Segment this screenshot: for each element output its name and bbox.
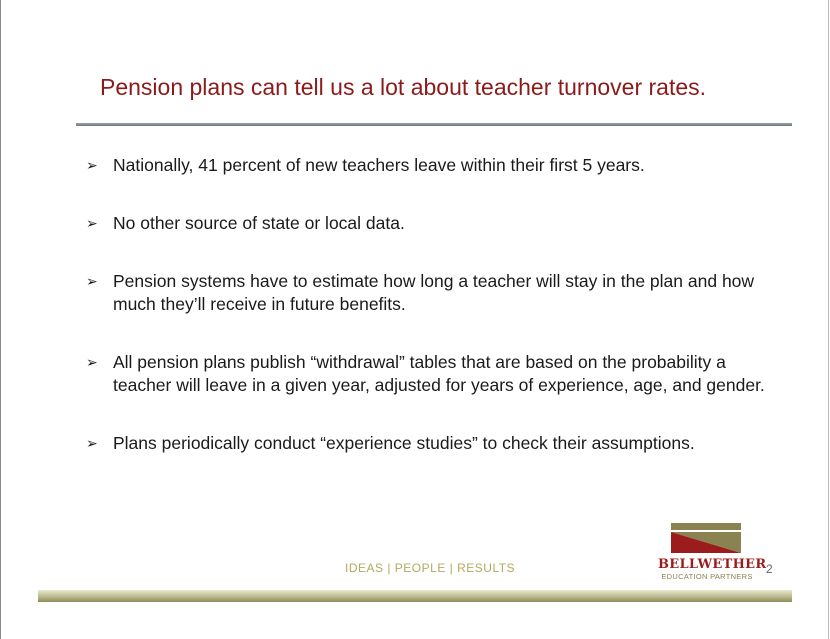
arrow-bullet-icon: ➢ [86,354,98,370]
bullet-text: Pension systems have to estimate how long a teacher will stay in the plan and how much they’ll receive in future benefits. [113,271,755,314]
slide-left-border [0,0,1,639]
logo-subtitle: EDUCATION PARTNERS [661,572,753,581]
arrow-bullet-icon: ➢ [86,215,98,231]
arrow-bullet-icon: ➢ [86,157,98,173]
logo-wordmark: BELLWETHER [658,557,767,572]
footer-band [38,590,792,602]
bellwether-logo-icon [671,523,741,553]
bullet-list [86,154,786,455]
bullet-item [86,351,786,397]
footer-tagline: IDEAS | PEOPLE | RESULTS [345,561,516,575]
page-number: 2 [766,562,773,576]
arrow-bullet-icon: ➢ [86,273,98,289]
bullet-text: Plans periodically conduct “experience studies” to check their assumptions. [113,433,695,453]
slide-title: Pension plans can tell us a lot about teacher turnover rates. [100,74,707,100]
bullet-item [86,270,786,316]
title-divider [76,123,792,126]
bullet-item [86,432,786,455]
slide-right-border [828,0,829,639]
bullet-text: Nationally, 41 percent of new teachers leave within their first 5 years. [113,155,645,175]
arrow-bullet-icon: ➢ [86,435,98,451]
bullet-text: No other source of state or local data. [113,213,405,233]
bullet-item [86,212,786,235]
bullet-text: All pension plans publish “withdrawal” tables that are based on the probability a teacher will leave in a given year, adjusted for years of experience, age, and gender. [113,352,765,395]
bullet-item [86,154,786,177]
